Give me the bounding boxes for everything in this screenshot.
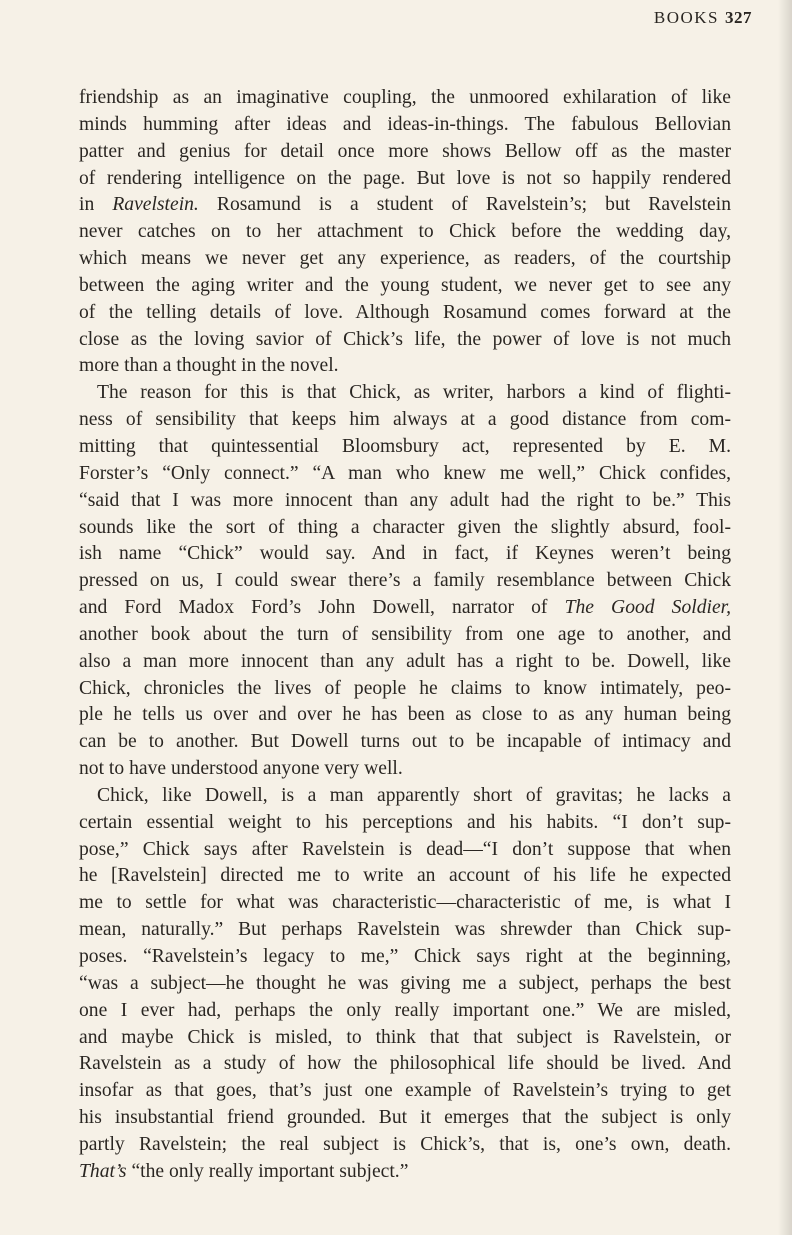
text-run: insofar as that goes, that’s just one example of Ravelstein’s trying to get xyxy=(79,1080,731,1102)
text-line xyxy=(79,1132,731,1159)
text-run: another book about the turn of sensibility from one age to another, and xyxy=(79,623,731,645)
text-line xyxy=(79,917,731,944)
text-run: “said that I was more innocent than any adult had the right to be.” This xyxy=(79,489,731,511)
text-line xyxy=(79,756,731,783)
text-line xyxy=(79,541,731,568)
text-line xyxy=(79,810,731,837)
text-run: mean, naturally.” But perhaps Ravelstein was shrewder than Chick sup- xyxy=(79,919,731,941)
text-line xyxy=(79,434,731,461)
page-edge-shadow xyxy=(778,0,792,1235)
text-run: one I ever had, perhaps the only really important one.” We are misled, xyxy=(79,999,731,1021)
text-run: patter and genius for detail once more shows Bellow off as the master xyxy=(79,140,731,162)
text-line xyxy=(79,890,731,917)
text-line xyxy=(79,85,731,112)
text-line xyxy=(79,112,731,139)
text-run: not to have understood anyone very well. xyxy=(79,758,403,780)
text-run: ish name “Chick” would say. And in fact, if Keynes weren’t being xyxy=(79,543,731,565)
text-line xyxy=(79,192,731,219)
text-run: never catches on to her attachment to Chick before the wedding day, xyxy=(79,221,731,243)
text-run: in xyxy=(79,194,113,216)
text-run: which means we never get any experience, as readers, of the courtship xyxy=(79,248,731,270)
text-run: he [Ravelstein] directed me to write an account of his life he expected xyxy=(79,865,731,887)
text-line xyxy=(79,998,731,1025)
text-run: pressed on us, I could swear there’s a family resemblance between Chick xyxy=(79,570,731,592)
text-run: Chick, like Dowell, is a man apparently short of gravitas; he lacks a xyxy=(97,784,731,806)
text-run: ple he tells us over and over he has been as close to as any human being xyxy=(79,704,731,726)
paragraph xyxy=(79,783,731,1186)
text-run: of the telling details of love. Although Rosamund comes forward at the xyxy=(79,301,731,323)
text-line xyxy=(79,622,731,649)
text-run: and maybe Chick is misled, to think that that subject is Ravelstein, or xyxy=(79,1026,731,1048)
text-run: “the only really important subject.” xyxy=(126,1160,409,1182)
text-line xyxy=(79,971,731,998)
text-line xyxy=(79,1025,731,1052)
text-run: his insubstantial friend grounded. But it emerges that the subject is only xyxy=(79,1107,731,1129)
body-text xyxy=(79,85,731,1186)
text-line xyxy=(79,595,731,622)
text-run: of rendering intelligence on the page. But love is not so happily rendered xyxy=(79,167,731,189)
italic-text: That’s xyxy=(79,1160,127,1182)
text-line xyxy=(79,166,731,193)
text-line xyxy=(79,273,731,300)
text-run: certain essential weight to his perceptions and his habits. “I don’t sup- xyxy=(79,811,731,833)
text-line xyxy=(79,729,731,756)
text-run: Rosamund is a student of Ravelstein’s; but Ravelstein xyxy=(198,194,731,216)
text-line xyxy=(79,863,731,890)
page-number: 327 xyxy=(725,8,752,27)
text-line xyxy=(79,300,731,327)
text-run: can be to another. But Dowell turns out to be incapable of intimacy and xyxy=(79,731,731,753)
text-line xyxy=(79,837,731,864)
text-line xyxy=(79,380,731,407)
text-run: and Ford Madox Ford’s John Dowell, narrator of xyxy=(79,597,565,619)
text-run: “was a subject—he thought he was giving me a subject, perhaps the best xyxy=(79,972,731,994)
text-run: me to settle for what was characteristic—characteristic of me, is what I xyxy=(79,892,731,914)
text-run: Forster’s “Only connect.” “A man who knew me well,” Chick confides, xyxy=(79,462,731,484)
text-run: sounds like the sort of thing a character given the slightly absurd, fool- xyxy=(79,516,731,538)
text-line xyxy=(79,139,731,166)
text-run: partly Ravelstein; the real subject is Chick’s, that is, one’s own, death. xyxy=(79,1133,731,1155)
text-run: also a man more innocent than any adult has a right to be. Dowell, like xyxy=(79,650,731,672)
italic-text: Ravelstein. xyxy=(112,194,199,216)
text-run: more than a thought in the novel. xyxy=(79,355,339,377)
text-run: mitting that quintessential Bloomsbury act, represented by E. M. xyxy=(79,435,731,457)
text-run: pose,” Chick says after Ravelstein is dead—“I don’t suppose that when xyxy=(79,838,731,860)
text-run: friendship as an imaginative coupling, the unmoored exhilaration of like xyxy=(79,87,731,108)
text-run: poses. “Ravelstein’s legacy to me,” Chick says right at the beginning, xyxy=(79,946,731,967)
text-line xyxy=(79,1159,731,1186)
text-run: ness of sensibility that keeps him always at a good distance from com- xyxy=(79,409,731,431)
text-run: minds humming after ideas and ideas-in-things. The fabulous Bellovian xyxy=(79,113,731,135)
running-header xyxy=(654,6,752,30)
text-line xyxy=(79,488,731,515)
text-line xyxy=(79,327,731,354)
text-run: Chick, chronicles the lives of people he claims to know intimately, peo- xyxy=(79,677,731,699)
paragraph xyxy=(79,85,731,380)
text-run: Ravelstein as a study of how the philosophical life should be lived. And xyxy=(79,1053,731,1075)
text-line xyxy=(79,568,731,595)
text-line xyxy=(79,944,731,971)
text-line xyxy=(79,1078,731,1105)
text-line xyxy=(79,676,731,703)
text-line xyxy=(79,649,731,676)
text-run: between the aging writer and the young student, we never get to see any xyxy=(79,274,731,296)
paragraph xyxy=(79,380,731,783)
text-line xyxy=(79,783,731,810)
text-line xyxy=(79,1105,731,1132)
text-line xyxy=(79,702,731,729)
section-title: BOOKS xyxy=(653,8,719,27)
text-line xyxy=(79,515,731,542)
text-line xyxy=(79,246,731,273)
text-run: The reason for this is that Chick, as writer, harbors a kind of flighti- xyxy=(97,382,731,404)
text-line xyxy=(79,461,731,488)
text-run: close as the loving savior of Chick’s life, the power of love is not much xyxy=(79,328,731,350)
text-line xyxy=(79,407,731,434)
text-line xyxy=(79,353,731,380)
italic-text: The Good Soldier, xyxy=(564,597,732,619)
text-line xyxy=(79,219,731,246)
text-line xyxy=(79,1051,731,1078)
